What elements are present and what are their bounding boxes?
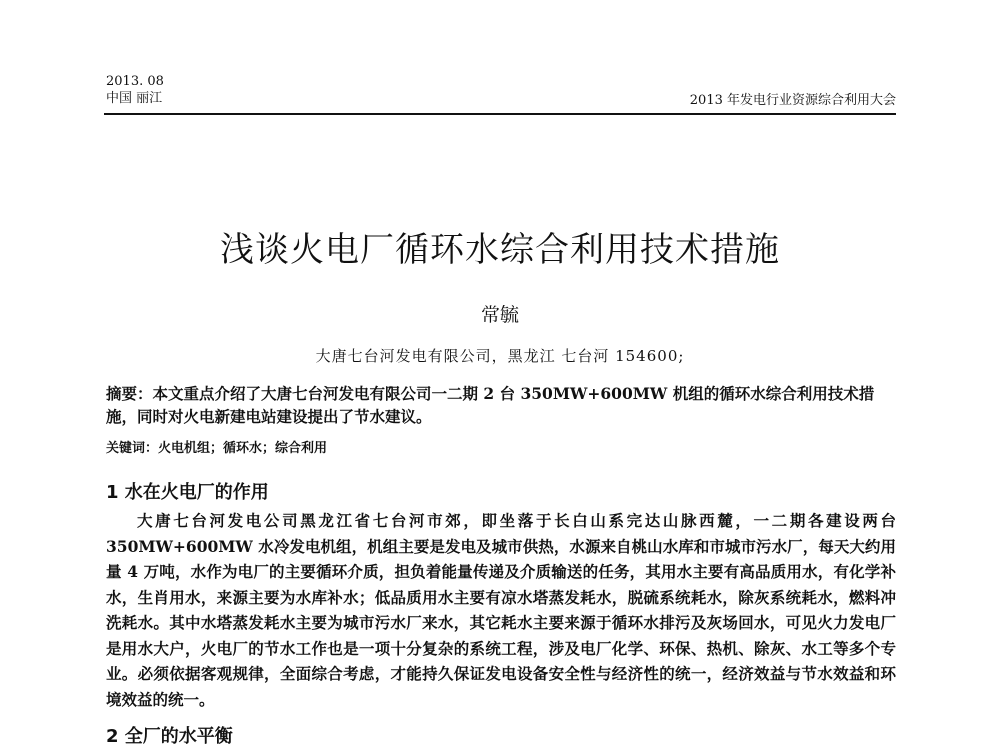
header-conference: 2013 年发电行业资源综合利用大会 <box>689 93 896 108</box>
header-date: 2013. 08 <box>106 74 164 89</box>
abstract-label: 摘要： <box>106 384 153 403</box>
abstract <box>106 382 896 428</box>
abstract-text: 本文重点介绍了大唐七台河发电有限公司一二期 2 台 350MW+600MW 机组的循环水综合利用技术措施，同时对火电新建电站建设提出了节水建议。 <box>106 384 875 426</box>
paper-title: 浅谈火电厂循环水综合利用技术措施 <box>220 230 780 270</box>
section-1-heading: 1 水在火电厂的作用 <box>106 482 269 503</box>
section-1-paragraph: 大唐七台河发电公司黑龙江省七台河市郊，即坐落于长白山系完达山脉西麓，一二期各建设两台 350MW+600MW 水冷发电机组，机组主要是发电及城市供热，水源来自桃山水库和市城市污水厂，每天大约用量 4 万吨，水作为电厂的主要循环介质，担负着能量传递及介质输送的任务，其用水主要有高品质用水，有化学补水，生肖用水，来源主要为水库补水；低品质用水主要有凉水塔蒸发耗水，脱硫系统耗水，除灰系统耗水，燃料冲洗耗水。其中水塔蒸发耗水主要为城市污水厂来水，其它耗水主要来源于循环水排污及灰场回水，可见火力发电厂是用水大户，火电厂的节水工作也是一项十分复杂的系统工程，涉及电厂化学、环保、热机、除灰、水工等多个专业。必须依据客观规律，全面综合考虑，才能持久保证发电设备安全性与经济性的统一，经济效益与节水效益和环境效益的统一。 <box>106 511 896 709</box>
section-2-heading: 2 全厂的水平衡 <box>106 726 233 747</box>
header-location: 中国 丽江 <box>106 91 163 106</box>
header-left <box>106 73 164 107</box>
keywords-label: 关键词： <box>106 441 159 456</box>
header-rule <box>104 113 896 115</box>
keywords-text: 火电机组；循环水；综合利用 <box>158 441 328 456</box>
keywords <box>106 437 327 456</box>
paper-affiliation: 大唐七台河发电有限公司，黑龙江 七台河 154600; <box>315 347 685 365</box>
paper-author: 常毓 <box>480 304 519 326</box>
